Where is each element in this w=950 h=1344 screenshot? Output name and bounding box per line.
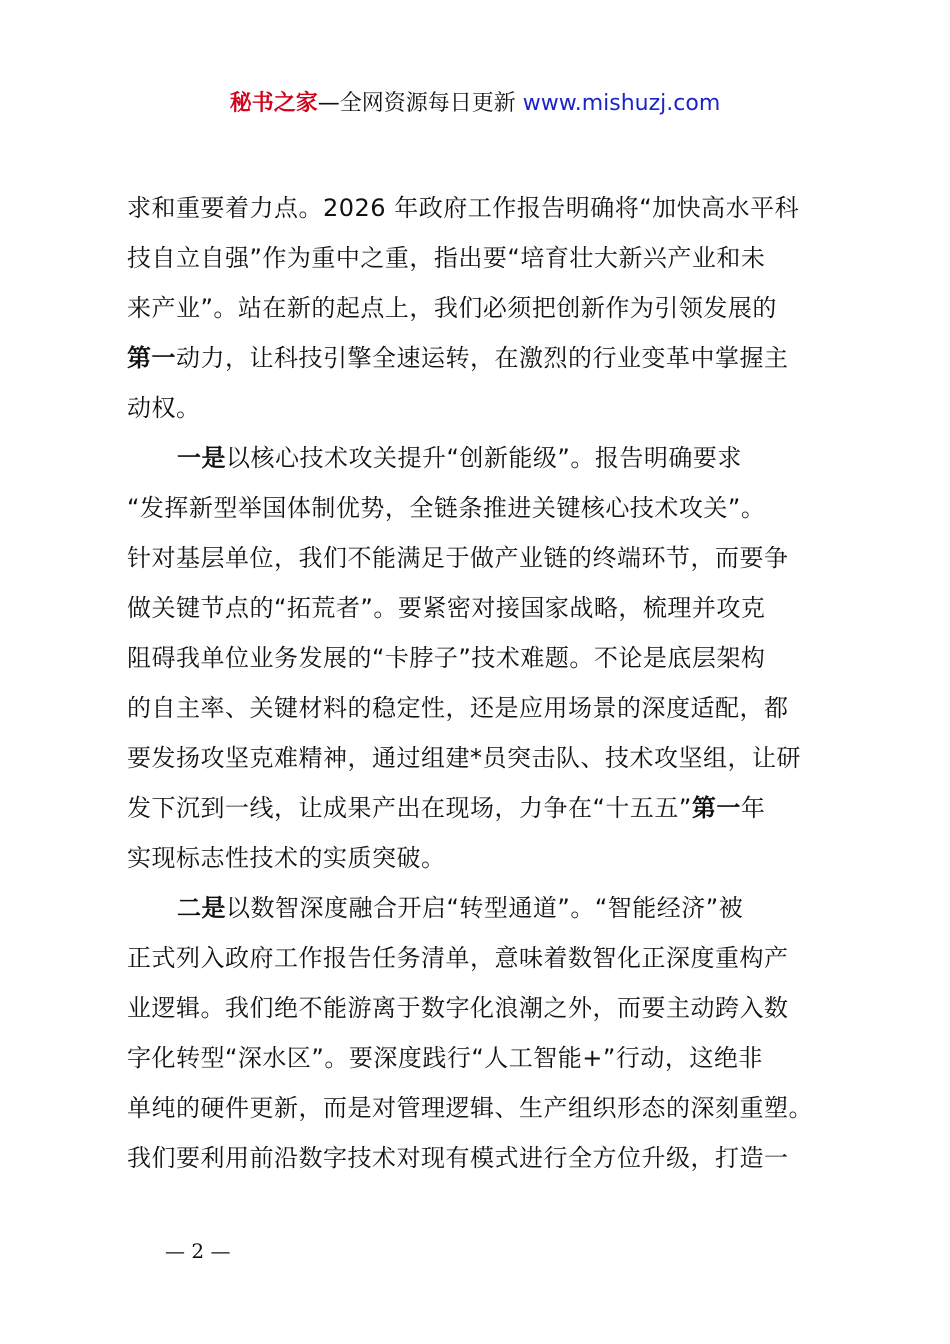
text-run: 年 <box>740 794 766 822</box>
text-line <box>127 1033 847 1083</box>
text-line <box>127 333 847 383</box>
header-tagline: —全网资源每日更新 <box>317 91 523 116</box>
text-run: 的自主率、关键材料的稳定性，还是应用场景的深度适配，都 <box>127 694 789 722</box>
text-run: 做关键节点的“拓荒者”。要紧密对接国家战略，梳理并攻克 <box>127 594 766 622</box>
text-run: 动权。 <box>127 394 201 422</box>
text-line <box>127 183 847 233</box>
bold-text: 第一 <box>127 344 176 372</box>
text-line <box>127 533 847 583</box>
document-body <box>127 183 847 1183</box>
paragraph <box>127 883 847 1183</box>
text-run: 正式列入政府工作报告任务清单，意味着数智化正深度重构产 <box>127 944 789 972</box>
page-number: — 2 — <box>165 1239 231 1263</box>
bold-text: 二是 <box>177 894 226 922</box>
text-run: 我们要利用前沿数字技术对现有模式进行全方位升级，打造一 <box>127 1144 789 1172</box>
text-line <box>127 1133 847 1183</box>
text-run: 要发扬攻坚克难精神，通过组建*员突击队、技术攻坚组，让研 <box>127 744 801 772</box>
text-run: 字化转型“深水区”。要深度践行“人工智能+”行动，这绝非 <box>127 1044 763 1072</box>
text-run: 实现标志性技术的实质突破。 <box>127 844 446 872</box>
text-line <box>127 633 847 683</box>
text-run: 单纯的硬件更新，而是对管理逻辑、生产组织形态的深刻重塑。 <box>127 1094 813 1122</box>
site-header <box>0 88 950 120</box>
text-line <box>127 1083 847 1133</box>
text-run: 来产业”。站在新的起点上，我们必须把创新作为引领发展的 <box>127 294 777 322</box>
text-run: “发挥新型举国体制优势，全链条推进关键核心技术攻关”。 <box>127 494 766 522</box>
text-run: 以核心技术攻关提升“创新能级”。报告明确要求 <box>226 444 742 472</box>
text-run: 业逻辑。我们绝不能游离于数字化浪潮之外，而要主动跨入数 <box>127 994 789 1022</box>
text-line <box>127 483 847 533</box>
text-run: 技自立自强”作为重中之重，指出要“培育壮大新兴产业和未 <box>127 244 766 272</box>
text-line <box>127 233 847 283</box>
text-line <box>127 983 847 1033</box>
paragraph <box>127 433 847 883</box>
text-line <box>127 733 847 783</box>
paragraph <box>127 183 847 433</box>
text-run: 动力，让科技引擎全速运转，在激烈的行业变革中掌握主 <box>176 344 789 372</box>
text-run: 求和重要着力点。2026 年政府工作报告明确将“加快高水平科 <box>127 194 800 222</box>
text-line <box>127 283 847 333</box>
brand-name: 秘书之家 <box>229 91 318 116</box>
text-line <box>127 883 847 933</box>
text-run: 针对基层单位，我们不能满足于做产业链的终端环节，而要争 <box>127 544 789 572</box>
text-line <box>127 383 847 433</box>
text-line <box>127 933 847 983</box>
text-run: 以数智深度融合开启“转型通道”。“智能经济”被 <box>226 894 744 922</box>
site-url-link[interactable]: www.mishuzj.com <box>522 91 721 116</box>
bold-text: 第一 <box>691 794 741 822</box>
bold-text: 一是 <box>177 444 226 472</box>
text-line <box>127 683 847 733</box>
text-line <box>127 833 847 883</box>
text-run: 阻碍我单位业务发展的“卡脖子”技术难题。不论是底层架构 <box>127 644 766 672</box>
text-line <box>127 583 847 633</box>
text-line <box>127 783 847 833</box>
text-run: 发下沉到一线，让成果产出在现场，力争在“十五五” <box>127 794 692 822</box>
text-line <box>127 433 847 483</box>
